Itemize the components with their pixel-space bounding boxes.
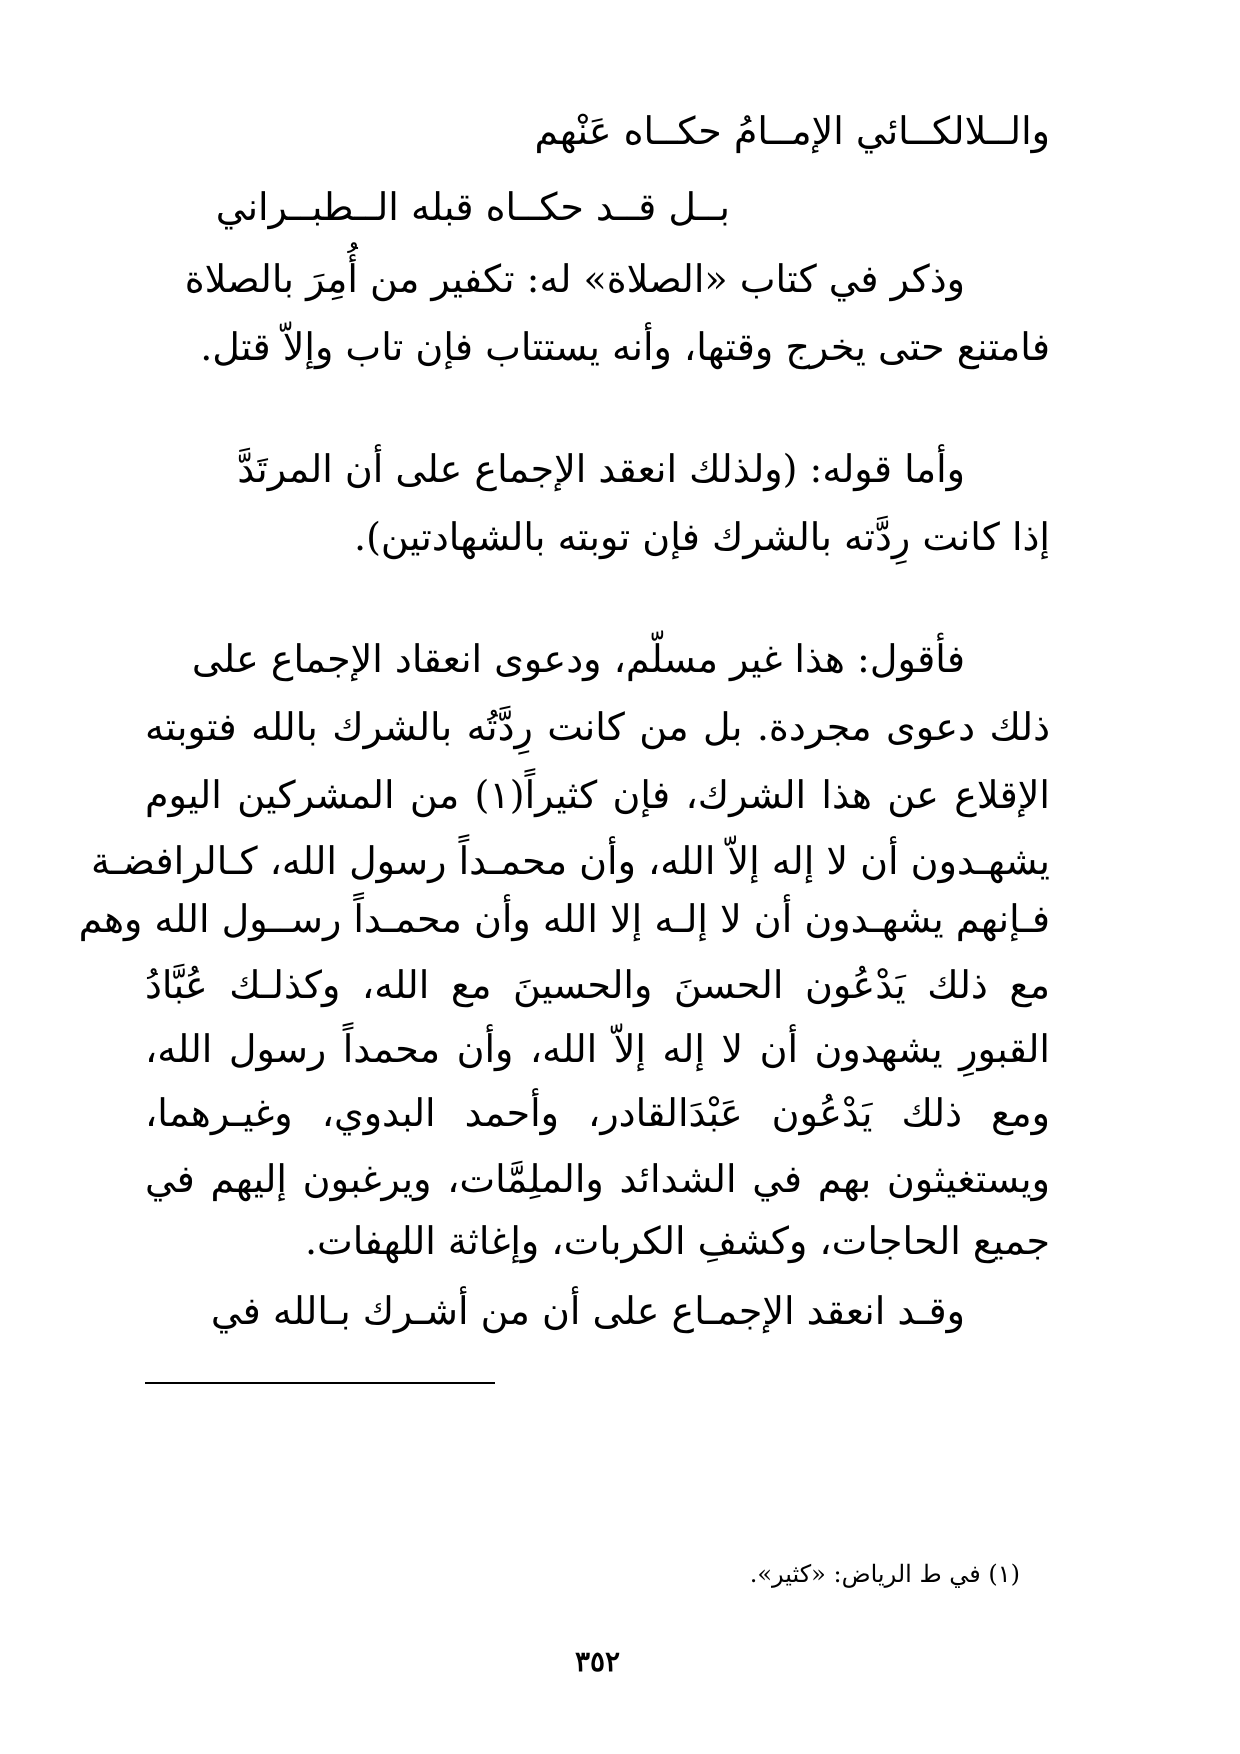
paragraph-3-line-4: يشهـدون أن لا إله إلاّ الله، وأن محمـداً رسول الله، كـالرافضـة (91, 839, 1050, 883)
paragraph-3-line-9: ويستغيثون بهم في الشدائد والملِمَّات، ويرغبون إليهم في (145, 1157, 1050, 1201)
paragraph-3-line-7: القبورِ يشهدون أن لا إله إلاّ الله، وأن محمداً رسول الله، (145, 1027, 1050, 1071)
paragraph-3-line-10: جميع الحاجات، وكشفِ الكربات، وإغاثة اللهفات. (304, 1219, 1050, 1263)
paragraph-3-line-5: فـإنهم يشهـدون أن لا إلـه إلا الله وأن محمـداً رســول الله وهم (78, 897, 1050, 941)
footnote: (١) في ط الرياض: «كثير». (749, 1560, 1020, 1588)
book-page (78, 0, 1050, 1754)
paragraph-3-line-2: ذلك دعوى مجردة. بل من كانت رِدَّتُه بالشرك بالله فتوبته (145, 705, 1050, 749)
poem-verse-1: والــلالكــائي الإمــامُ حكــاه عَنْهم (534, 109, 1050, 153)
paragraph-4-line-1: وقـد انعقد الإجمـاع على أن من أشـرك بـالله في (210, 1289, 965, 1333)
paragraph-1-line-2: فامتنع حتى يخرج وقتها، وأنه يستتاب فإن تاب وإلاّ قتل. (200, 325, 1050, 369)
paragraph-3-line-3: الإقلاع عن هذا الشرك، فإن كثيراً(١) من المشركين اليوم (145, 773, 1050, 817)
paragraph-3-line-1: فأقول: هذا غير مسلّم، ودعوى انعقاد الإجماع على (191, 637, 965, 681)
paragraph-3-line-8: ومع ذلك يَدْعُون عَبْدَالقادر، وأحمد البدوي، وغيـرهما، (145, 1091, 1050, 1135)
paragraph-2-line-1: وأما قوله: (ولذلك انعقد الإجماع على أن المرتَدَّ (237, 447, 965, 491)
paragraph-3-line-6: مع ذلك يَدْعُون الحسنَ والحسينَ مع الله، وكذلـك عُبَّادُ (145, 963, 1050, 1007)
page-number: ٣٥٢ (574, 1645, 621, 1678)
paragraph-2-line-2: إذا كانت رِدَّته بالشرك فإن توبته بالشهادتين). (353, 515, 1050, 559)
footnote-divider (145, 1382, 495, 1384)
paragraph-1-line-1: وذكر في كتاب «الصلاة» له: تكفير من أُمِرَ بالصلاة (184, 257, 965, 301)
poem-verse-2: بــل قــد حكــاه قبله الــطبــراني (215, 185, 730, 229)
